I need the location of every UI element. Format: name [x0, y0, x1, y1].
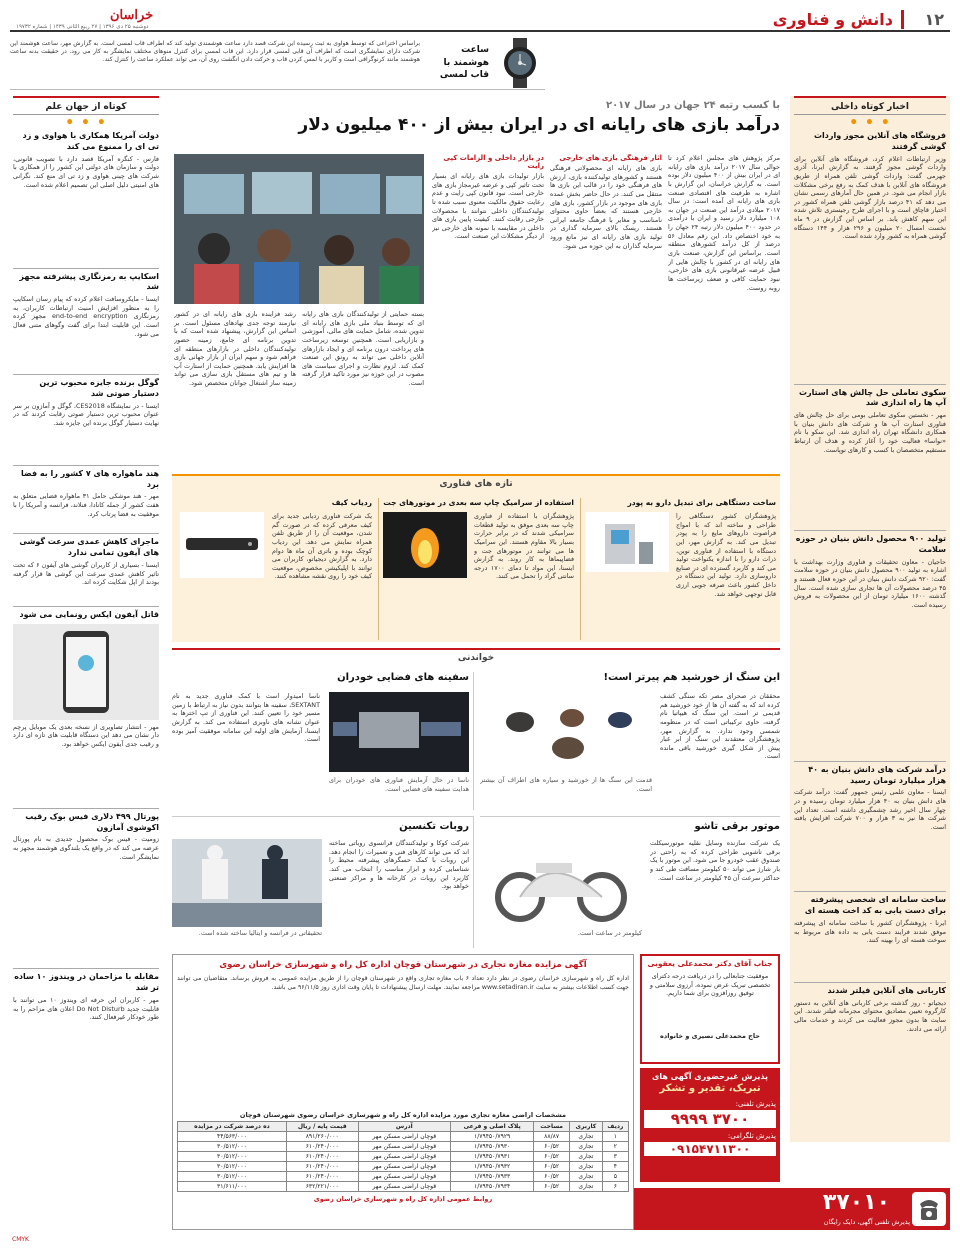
table-cell: ۶۱۰/۲۴۰/۰۰۰: [286, 1162, 358, 1172]
powder-device-photo: [585, 512, 669, 572]
story-col-5: رشد فزاینده بازی های رایانه ای در کشور نیازمند توجه جدی نهادهای مسئول است. بر اساس این گزارش، پیشنهاد شده است که با تدوین برنامه ای جامع، زمینه حضور تولیدکنندگان داخلی در بازارهای منطقه ای فراهم شود و سهم ایران از بازار جهانی بازی ها افزایش یابد. همچنین حمایت از استارت آپ ها و تیم های مستقل بازی سازی می تواند زمینه ساز اشتغال جوانان متخصص شود.: [174, 310, 296, 388]
news-body: ایرنا - پژوهشگران کشور با ساخت سامانه ای پیشرفته موفق شدند فرایند دست یابی به داده های مربوط به سوخت هسته ای را بهینه کنند.: [794, 918, 946, 945]
spaceship-photo: [329, 692, 469, 772]
table-cell: تجاری: [569, 1172, 602, 1182]
phone-photo: [13, 624, 159, 720]
story-text: بازی های رایانه ای محصولاتی فرهنگی هستند و کشورهای تولیدکننده بازی، ارزش های فرهنگی خود را در قالب این بازی ها منتقل می کنند. در حال حاضر بخش عمده بازی های موجود در بازار کشور، بازی های خارجی هستند که بعضاً حاوی محتوای نامناسب و مغایر با فرهنگ جامعه ایرانی هستند. ریسک بالای سرمایه گذاری در تولید بازی های رایانه ای نیز مانع ورود سرمایه گذاران به این حوزه می شود.: [550, 164, 662, 250]
story-col-4: بسته حمایتی از تولیدکنندگان بازی های رایانه ای که توسط بنیاد ملی بازی های رایانه ای تدوین شده، شامل حمایت های مالی، آموزشی و بازاریابی است. همچنین توسعه زیرساخت های پرداخت درون برنامه ای و ایجاد بازارهای آنلاین داخلی می تواند به رونق این صنعت کمک کند. لزوم نظارت و اجرای سیاست های مصوب در این حوزه نیز مورد تاکید قرار گرفته است.: [302, 310, 424, 388]
news-title: کاربانی های آنلاین فیلتر شدند: [827, 985, 946, 995]
reception-line1: پذیرش غیرحضوری آگهی های: [652, 1072, 768, 1081]
table-cell: ۶۰/۵۲: [534, 1142, 570, 1152]
story-kicker: با کسب رتبه ۲۴ جهان در سال ۲۰۱۷: [605, 100, 780, 111]
right-news-2: [794, 388, 946, 528]
table-cell: قوچان اراضی مسکن مهر: [358, 1152, 450, 1162]
reading-caption: قدمت این سنگ ها از خورشید و سیاره های اطراف آن بیشتر است.: [480, 776, 652, 793]
news-body: مهر - هند موشکی حامل ۳۱ ماهواره فضایی متعلق به هفت کشور از جمله کانادا، فنلاند، فرانسه و آمریکا را با موفقیت به فضا پرتاب کرد.: [13, 492, 159, 518]
tech-title: ردیاب کیف: [331, 498, 372, 507]
table-cell: ۱/۷۹۴۵۰/۷۹۳۱: [450, 1152, 533, 1162]
table-header: پلاک اصلی و فرعی: [450, 1122, 533, 1132]
tech-body: پژوهشگران کشور دستگاهی را طراحی و ساخته اند که با امواج فراصوت داروهای مایع را به پودر تبدیل می کند. به گزارش مهر، این دستگاه با استفاده از فناوری نوین، ذرات دارو را با اندازه یکنواخت تولید می کند و کاربرد گسترده ای در صنایع داروسازی دارد. تولید این دستگاه در داخل کشور باعث صرفه جویی ارزی قابل توجهی خواهد شد.: [676, 512, 776, 598]
table-row: [178, 1172, 629, 1182]
table-cell: ۶۱۰/۲۴۰/۰۰۰: [286, 1152, 358, 1162]
table-header: قیمت پایه / ریال: [286, 1122, 358, 1132]
tracker-photo: [180, 512, 264, 578]
right-news-3: [794, 534, 946, 758]
reading-title: سفینه های فضایی خودران: [337, 672, 469, 683]
news-body: دیجیاتو - روز گذشته برخی کاربانی های آنلاین به دستور کارگروه تعیین مصادیق محتوای مجرمانه فیلتر شدند. این سایت ها بدون مجوز فعالیت می کردند و خدمات مالی ارائه می دادند.: [794, 998, 946, 1033]
news-title: ساخت سامانه ای شخصی پیشرفته برای دست یابی به کد اخت هسته ای: [804, 895, 946, 916]
reception-line2: تبریک، تقدیر و تشکر: [659, 1083, 761, 1094]
stones-photo: [480, 692, 652, 772]
reading-title: روبات تکنسین: [399, 821, 469, 832]
hotline-number: ۳۷۰۱۰: [822, 1190, 890, 1215]
watch-photo: [495, 38, 545, 88]
table-cell: تجاری: [569, 1182, 602, 1192]
tender-ad: [172, 954, 634, 1230]
reception-ad: [640, 1068, 780, 1182]
table-header: مساحت: [534, 1122, 570, 1132]
table-header-row: [178, 1122, 629, 1132]
table-row: [178, 1142, 629, 1152]
news-body: حاجیان - معاون تحقیقات و فناوری وزارت بهداشت با اشاره به تولید ۹۰۰ محصول دانش بنیان در حوزه سلامت گفت: ۹۲۰ شرکت دانش بنیان در این حوزه فعال هستند و ۴۵ درصد محصولات آن ها تجاری سازی شده است. سال گذشته ۱۶۰۰ میلیارد تومان از این محصولات به فروش رسیده است.: [794, 557, 946, 609]
table-row: [178, 1152, 629, 1162]
table-cell: ۳۰/۵۱۲/۰۰۰: [178, 1162, 287, 1172]
subheading: آثار فرهنگی بازی های خارجی: [559, 154, 662, 162]
news-title: درآمد شرکت های دانش بنیان به ۴۰ هزار میلیارد تومان رسید: [808, 764, 946, 785]
tech-body: پژوهشگران با استفاده از فناوری چاپ سه بعدی موفق به تولید قطعات سرامیکی شدند که در برابر حرارت بسیار بالا مقاوم هستند. این سرامیک ها می توانند در موتورهای جت و فضاپیماها به کار روند. به گزارش ایسنا، این مواد تا دمای ۱۷۰۰ درجه سانتی گراد را تحمل می کنند.: [474, 512, 574, 581]
table-cell: ۴: [602, 1162, 628, 1172]
table-cell: ۳۱/۶۱۱/۰۰۰: [178, 1182, 287, 1192]
reading-caption: کیلومتر در ساعت است.: [577, 929, 642, 937]
right-news-1: [794, 131, 946, 381]
telephone-icon: [912, 1192, 946, 1226]
table-cell: ۳۰/۵۱۲/۰۰۰: [178, 1142, 287, 1152]
right-column: [790, 96, 950, 1142]
left-column: [10, 96, 162, 1226]
table-header: کاربری: [569, 1122, 602, 1132]
smartphone-icon: [61, 629, 111, 715]
motorcycle-photo: [480, 839, 642, 927]
news-title: گوگل برنده جایزه محبوب ترین دستیار صوتی شد: [39, 378, 159, 398]
table-cell: ۶۰/۵۲: [534, 1172, 570, 1182]
table-cell: قوچان اراضی مسکن مهر: [358, 1142, 450, 1152]
motorcycle-story: [480, 816, 780, 948]
page-number: ۱۲: [924, 10, 944, 29]
telegram-label: پذیرش تلگرامی:: [727, 1132, 776, 1140]
news-title: تولید ۹۰۰ محصول دانش بنیان در حوزه سلامت: [795, 534, 946, 554]
table-cell: ۸۹۱/۲۶۰/۰۰۰: [286, 1132, 358, 1142]
congrats-ad: [640, 954, 780, 1064]
reading-body: محققان در صحرای مصر تکه سنگی کشف کرده اند که به گفته آن ها از خود خورشید هم قدیمی تر است. این سنگ که هیپاتیا نام گرفته، حاوی ترکیباتی است که در منظومه شمسی وجود ندارد. به گزارش مهر، پژوهشگران معتقدند این سنگ از ابر غبار پیش از شکل گیری خورشید باقی مانده است.: [660, 692, 780, 761]
table-row: [178, 1132, 629, 1142]
table-row: [178, 1182, 629, 1192]
table-cell: قوچان اراضی مسکن مهر: [358, 1162, 450, 1172]
news-body: فارس - کنگره آمریکا قصد دارد با تصویب قانونی، دولت و سازمان های دولتی این کشور را از همکاری با شرکت های چینی هواوی و زد تی ای منع کند. نگرانی های امنیتی دلیل اصلی این تصمیم اعلام شده است.: [13, 154, 159, 189]
tech-item-2: [378, 498, 574, 640]
gamers-photo: [174, 154, 424, 304]
robot-photo: [172, 839, 322, 927]
story-col-3: [432, 154, 544, 464]
orange-dots: • • •: [849, 115, 891, 131]
main-story: [172, 96, 780, 468]
tech-body: یک شرکت فناوری ردیابی جدید برای کیف معرفی کرده که در صورت گم شدن، موقعیت آن را از طریق تلفن همراه نمایش می دهد. این ردیاب کوچک بوده و باتری آن ماه ها دوام دارد. به گزارش دیجیاتو، کاربران می توانند با اپلیکیشن مخصوص، موقعیت کیف خود را روی نقشه مشاهده کنند.: [272, 512, 372, 581]
table-cell: ۱/۷۹۴۵۰/۷۹۳۴: [450, 1182, 533, 1192]
table-cell: ۸۸/۸۷: [534, 1132, 570, 1142]
table-row: [178, 1162, 629, 1172]
flame-icon: [383, 512, 467, 578]
tech-title: استفاده از سرامیک چاپ سه بعدی در موتورهای جت: [383, 498, 574, 507]
table-cell: ۶۱۰/۲۴۰/۰۰۰: [286, 1142, 358, 1152]
smartwatch-icon: [495, 38, 545, 88]
phone-icon: [912, 1192, 946, 1226]
table-cell: ۶۳۲/۲۲۱/۰۰۰: [286, 1182, 358, 1192]
date-line: دوشنبه ۲۵ دی ۱۳۹۶ | ۲۷ ربیع الثانی ۱۴۳۹ | شماره ۱۹۷۳۲: [16, 24, 149, 30]
table-cell: قوچان اراضی مسکن مهر: [358, 1182, 450, 1192]
table-cell: قوچان اراضی مسکن مهر: [358, 1132, 450, 1142]
stone-story: [480, 672, 780, 810]
news-body: ایسنا - بسیاری از کاربران گوشی های آیفون ۶ که تحت تاثیر کاهش عمدی سرعت این گوشی ها قرار گرفته بودند از اپل شکایت کرده اند.: [13, 560, 159, 587]
robot-story: [172, 816, 474, 948]
news-body: زومیت - فیس بوک محصول جدیدی به نام پورتال عرضه می کند که در واقع یک بلندگوی هوشمند مجهز به نمایشگر است.: [13, 835, 159, 861]
watch-news: [10, 36, 545, 90]
news-body: مهر - نخستین سکوی تعاملی بومی برای حل چالش های فناوری استارت آپ ها و شرکت های دانش بنیان با همکاری دانشگاه تهران راه اندازی شد. این سکو با نام «نواسا» فعالیت خود را آغاز کرده و هدف آن ارتباط مستقیم متخصصان با کسب و کارهای نوپاست.: [794, 411, 946, 454]
phone-number: ۳۷۰۰ ۹۹۹۹: [644, 1110, 776, 1128]
news-title: قاتل آیفون ایکس رونمایی می شود: [19, 609, 159, 619]
electric-motorcycle-image: [480, 839, 642, 927]
news-title: فروشگاه های آنلاین مجوز واردات گوشی گرفتند: [813, 131, 946, 151]
table-cell: ۶۰/۵۲: [534, 1162, 570, 1172]
telegram-number: ۰۹۱۵۴۷۱۱۳۰۰: [644, 1142, 776, 1156]
right-news-4: [794, 765, 946, 889]
spaceship-story: [172, 672, 474, 810]
readings-section: [172, 648, 780, 948]
news-title: ماجرای کاهش عمدی سرعت گوشی های آیفون تمامی ندارد: [19, 537, 159, 558]
reading-body: ناسا امیدوار است با کمک فناوری جدید به نام SEXTANT، سفینه ها بتوانند بدون نیاز به ارتباط با زمین مسیر خود را تعیین کنند. این فناوری از تپ اخترها به عنوان نشانه های ناوبری استفاده می کند. به گزارش ایسنا، آزمایش های اولیه این سامانه موفقیت آمیز بوده است.: [172, 692, 320, 744]
tender-table-title: مشخصات اراضی مغازه تجاری مورد مزایده اداره کل راه و شهرسازی خراسان رضوی شهرستان قوچان: [239, 1111, 567, 1120]
table-cell: ۶۰/۵۲: [534, 1182, 570, 1192]
table-cell: ۳: [602, 1152, 628, 1162]
robot-image: [172, 839, 322, 927]
news-body: وزیر ارتباطات اعلام کرد، فروشگاه های آنلاین برای واردات گوشی مجوز گرفتند. به گزارش ایرنا، آذری جهرمی گفت: واردات گوشی تلفن همراه از طریق فروشگاه های آنلاین با هدف کمک به رفع برخی مشکلات بازار انجام می شود. در همین حال آمارهای رسمی نشان می دهد که ۴۱ درصد بازار گوشی تلفن همراه کشور در اختیار قاچاق است و با اجرای طرح رجیستری تلاش شده این سهم کاهش یابد. بر اساس این گزارش در ۹ ماه نخست امسال ۲۰ میلیون و ۲۹۶ هزار و ۱۴۴ دستگاه گوشی همراه به کشور وارد شده است.: [794, 154, 946, 241]
right-news-5: [794, 895, 946, 979]
table-header: آدرس: [358, 1122, 450, 1132]
table-cell: ۱/۷۹۴۵۰/۷۹۳۳: [450, 1172, 533, 1182]
table-cell: ۳۰/۵۱۲/۰۰۰: [178, 1152, 287, 1162]
table-cell: قوچان اراضی مسکن مهر: [358, 1172, 450, 1182]
tech-section: [172, 474, 780, 642]
table-cell: ۱/۷۹۴۵۰/۷۹۳۲: [450, 1162, 533, 1172]
news-title: اسکایپ به رمزنگاری پیشرفته مجهز شد: [19, 271, 159, 292]
phone-label: پذیرش تلفنی:: [735, 1100, 776, 1108]
newspaper-logo: خراسان: [110, 8, 154, 23]
news-body: ایسنا - در نمایشگاه CES2018، گوگل و آمازون بر سر عنوان محبوب ترین دستیار صوتی رقابت کردند که در نهایت دستیار گوگل برنده این جایزه شد.: [13, 401, 159, 428]
section-title: دانش و فناوری: [773, 10, 904, 29]
news-body: مهر - کاربران این حرفه ای ویندوز ۱۰ می توانند با قابلیت جدید Do Not Disturb اعلان های مزاحم را به طور خودکار غیرفعال کنند.: [13, 995, 159, 1022]
news-body: مهر - انتشار تصاویری از نسخه بعدی یک موبایل پرچم دار نشان می دهد این دستگاه قابلیت های تازه ای دارد و رقیب جدی آیفون ایکس خواهد بود.: [13, 722, 159, 749]
table-cell: ۱: [602, 1132, 628, 1142]
story-col-1: مرکز پژوهش های مجلس اعلام کرد تا حوالی سال ۲۰۱۷ درآمد بازی های رایانه ای در ایران بیش از ۴۰۰ میلیون دلار بوده است. به گزارش خراسان، این گزارش با اشاره به ظرفیت های اقتصادی صنعت بازی های رایانه ای آمده است: در سال ۲۰۱۷ میلادی درآمد این صنعت در جهان به ۱۰۸ میلیارد دلار رسید و ایران با درآمدی در حدود ۴۰۰ میلیون دلار رتبه ۲۴ جهان را به خود اختصاص داد. این رقم معادل ۵۶ درصد از کل درآمد کشورهای منطقه است. براساس این گزارش، صنعت بازی های رایانه ای در کشور با چالش هایی از قبیل عرضه غیرقانونی بازی های خارجی، نبود حمایت کافی و ضعف زیرساخت ها روبه روست.: [668, 154, 780, 292]
subheading: در بازار داخلی و الزامات کپی رایت: [443, 154, 544, 170]
congrats-body: موفقیت جنابعالی را در دریافت درجه دکترای تخصصی تبریک عرض نموده، آرزوی سلامتی و توفیق روزافزون برای شما داریم.: [649, 972, 771, 998]
story-text: بازار تولیدات بازی های رایانه ای بسیار تحت تاثیر کپی و عرضه غیرمجاز بازی های خارجی است. نبود قانون کپی رایت و عدم رعایت حقوق مالکیت معنوی سبب شده تا تولیدکنندگان داخلی نتوانند با محصولات خارجی رقابت کنند. کیفیت پایین بازی های داخلی در مقایسه با نمونه های خارجی نیز از دیگر مشکلات این صنعت است.: [432, 172, 544, 241]
table-cell: ۱/۷۹۴۵۰/۷۹۳۰: [450, 1142, 533, 1152]
table-cell: ۲: [602, 1142, 628, 1152]
congrats-title: جناب آقای دکتر محمدعلی یعقوبی: [647, 959, 773, 968]
congrats-sign: حاج محمدعلی نصیری و خانواده: [660, 1032, 760, 1040]
gaming-room-image: [174, 154, 424, 304]
story-headline: درآمد بازی های رایانه ای در ایران بیش از ۴۰۰ میلیون دلار: [298, 115, 780, 135]
right-news-6: [794, 986, 946, 1079]
table-cell: ۶: [602, 1182, 628, 1192]
readings-header: خواندنی: [457, 653, 495, 663]
orange-dots: • • •: [65, 115, 107, 131]
tracker-device-icon: [180, 512, 264, 578]
watch-text: براساس اختراعی که توسط هواوی به ثبت رسیده این شرکت قصد دارد ساعت هوشمندی تولید کند که اطراف قاب لمسی است. به گزارش مهر، ساعت هوشمند این شرکت دارای نمایشگری است که اطراف آن قابی لمسی قرار دارد. این قاب لمسی برای کنترل منوهای مختلف نمایشگر به کار می رود. در حقیقت بدنه ساعت هوشمند مانند کرنوگرافی است و کاربر با لمس کردن قاب و حرکت دادن انگشت روی آن، می تواند عملکرد ساعت را کنترل کند.: [10, 40, 420, 64]
hotline-ad: [634, 1188, 950, 1230]
reading-body: یک شرکت سازنده وسایل نقلیه موتورسیکلت برقی تاشویی طراحی کرده که به راحتی در صندوق عقب خودرو جا می شود. این موتور با یک بار شارژ می تواند ۵۰ کیلومتر مسافت طی کند و حداکثر سرعت آن ۴۵ کیلومتر در ساعت است.: [650, 839, 780, 882]
table-cell: تجاری: [569, 1162, 602, 1172]
right-column-header: اخبار کوتاه داخلی: [794, 96, 946, 115]
news-body: ایسنا - معاون علمی رئیس جمهور گفت: درآمد شرکت های دانش بنیان به ۴۰ هزار میلیارد تومان رسیده و در چهار سال اخیر رشد چشمگیری داشته است. تعداد این شرکت ها نیز به ۳ هزار و ۷۰۰ شرکت افزایش یافته است.: [794, 788, 946, 831]
news-title: سکوی تعاملی حل چالش های استارت آپ ها راه اندازی شد: [798, 387, 946, 408]
reading-title: موتور برقی تاشو: [694, 821, 780, 832]
reading-body: شرکت کوکا و تولیدکنندگان فرانسوی روباتی ساخته اند که می تواند کارهای فنی و تعمیرات را انجام دهد. این روبات با کمک حسگرهای پیشرفته محیط را شناسایی کرده و ابزار مناسب را انتخاب می کند. کاربرد این روبات در کارخانه ها و مراکز صنعتی خواهد بود.: [329, 839, 469, 891]
left-column-header: کوتاه از جهان علم: [13, 96, 159, 115]
page-header: [10, 8, 950, 32]
table-header: ده درصد شرکت در مزایده: [178, 1122, 287, 1132]
watch-title: ساعت هوشمند با قاب لمسی: [439, 45, 489, 81]
table-cell: تجاری: [569, 1152, 602, 1162]
reading-caption: ناسا در حال آزمایش فناوری های خودران برای هدایت سفینه های فضایی است.: [329, 776, 469, 793]
tech-title: ساخت دستگاهی برای تبدیل دارو به پودر: [627, 498, 776, 507]
news-body: ایسنا - مایکروسافت اعلام کرده که پیام رسان اسکایپ را به منظور افزایش امنیت ارتباطات کاربران، به رمزنگاری end-to-end encryption مجهز کرده است. این قابلیت ابتدا برای گفت وگوهای متنی فعال می شود.: [13, 295, 159, 338]
tender-title: آگهی مزایده مغازه تجاری در شهرستان قوچان اداره کل راه و شهرسازی خراسان رضوی: [219, 960, 587, 970]
table-cell: ۴۴/۵۶۳/۰۰۰: [178, 1132, 287, 1142]
stones-image: [480, 692, 652, 772]
news-title: دولت آمریکا همکاری با هواوی و زد تی ای را ممنوع می کند: [22, 131, 159, 151]
table-header: ردیف: [602, 1122, 628, 1132]
news-title: مقابله با مزاحمان در ویندوز ۱۰ ساده تر شد: [14, 972, 159, 993]
news-title: هند ماهواره های ۷ کشور را به فضا برد: [20, 468, 159, 489]
table-cell: ۱/۷۹۴۵۰/۷۹۲۹: [450, 1132, 533, 1142]
lab-device-icon: [585, 512, 669, 572]
spacecraft-image: [329, 692, 469, 772]
tech-header: تازه های فناوری: [439, 479, 513, 489]
news-title: پورتال ۴۹۹ دلاری فیس بوک رقیب اکوشوی آمازون: [25, 811, 159, 832]
table-cell: ۳۰/۵۱۲/۰۰۰: [178, 1172, 287, 1182]
cmyk-mark: CMYK: [12, 1236, 29, 1243]
table-cell: ۵: [602, 1172, 628, 1182]
table-cell: تجاری: [569, 1132, 602, 1142]
tender-body: اداره کل راه و شهرسازی خراسان رضوی در نظر دارد تعداد ۶ باب مغازه تجاری واقع در شهرستان قوچان را از طریق مزایده عمومی به فروش برساند. متقاضیان می توانند جهت کسب اطلاعات بیشتر به سایت www.setadiran.ir مراجعه نمایند. مهلت ارسال پیشنهادات تا پایان وقت اداری روز ۹۶/۱۱/۵ می باشد.: [177, 975, 629, 991]
tech-item-3: [176, 498, 372, 640]
table-cell: ۶۱۰/۲۴۰/۰۰۰: [286, 1172, 358, 1182]
table-cell: تجاری: [569, 1142, 602, 1152]
hotline-text: پذیرش تلفنی آگهی، دایک رایگان: [823, 1218, 910, 1226]
tech-item-1: [580, 498, 776, 640]
reading-caption: تحقیقاتی در فرانسه و ایتالیا ساخته شده است.: [198, 929, 322, 937]
table-cell: ۶۰/۵۲: [534, 1152, 570, 1162]
tender-footer: روابط عمومی اداره کل راه و شهرسازی خراسان رضوی: [313, 1195, 493, 1204]
tender-table: [177, 1121, 629, 1192]
reading-title: این سنگ از خورشید هم پیرتر است!: [603, 672, 780, 683]
ceramic-photo: [383, 512, 467, 578]
story-col-2: [550, 154, 662, 464]
